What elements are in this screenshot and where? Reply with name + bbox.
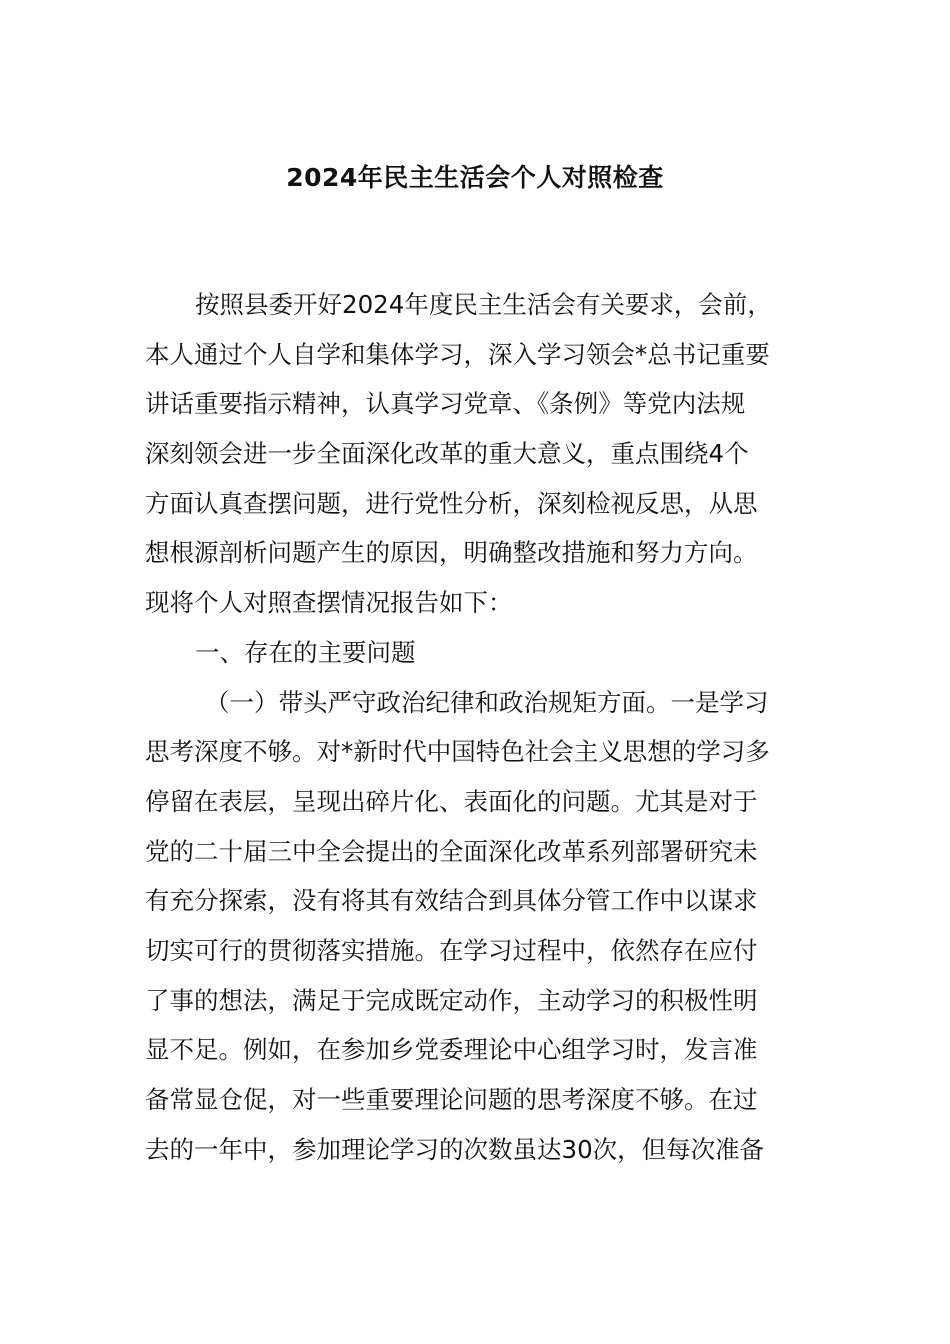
- paragraph-line: 本人通过个人自学和集体学习，深入学习领会*总书记重要: [145, 339, 770, 369]
- paragraph-line: 方面认真查摆问题，进行党性分析，深刻检视反思，从思: [145, 488, 758, 518]
- paragraph-line: 备常显仓促，对一些重要理论问题的思考深度不够。在过: [145, 1085, 758, 1114]
- paragraph-line: 想根源剖析问题产生的原因，明确整改措施和努力方向。: [145, 538, 758, 568]
- paragraph-line: 讲话重要指示精神，认真学习党章、《条例》等党内法规: [145, 389, 746, 419]
- paragraph-line: 停留在表层，呈现出碎片化、表面化的问题。尤其是对于: [145, 786, 758, 816]
- paragraph-line: 深刻领会进一步全面深化改革的重大意义，重点围绕4个: [145, 439, 749, 469]
- paragraph-line: 切实可行的贯彻落实措施。在学习过程中，依然存在应付: [145, 935, 758, 965]
- paragraph-line: 现将个人对照查摆情况报告如下：: [145, 588, 513, 618]
- document-title: 2024年民主生活会个人对照检查: [286, 163, 664, 192]
- document-body: [145, 280, 810, 1174]
- paragraph-line: 去的一年中，参加理论学习的次数虽达30次，但每次准备: [145, 1134, 765, 1164]
- paragraph-line: 按照县委开好2024年度民主生活会有关要求，会前，: [195, 290, 772, 319]
- paragraph-line: 了事的想法，满足于完成既定动作，主动学习的积极性明: [145, 985, 758, 1015]
- paragraph-line: （一）带头严守政治纪律和政治规矩方面。一是学习: [205, 687, 769, 717]
- paragraph-line: 显不足。例如，在参加乡党委理论中心组学习时，发言准: [145, 1035, 758, 1065]
- section-heading: 一、存在的主要问题: [195, 637, 416, 667]
- paragraph-line: 党的二十届三中全会提出的全面深化改革系列部署研究未: [145, 836, 758, 866]
- paragraph-line: 有充分探索，没有将其有效结合到具体分管工作中以谋求: [145, 886, 758, 916]
- paragraph-line: 思考深度不够。对*新时代中国特色社会主义思想的学习多: [145, 737, 770, 767]
